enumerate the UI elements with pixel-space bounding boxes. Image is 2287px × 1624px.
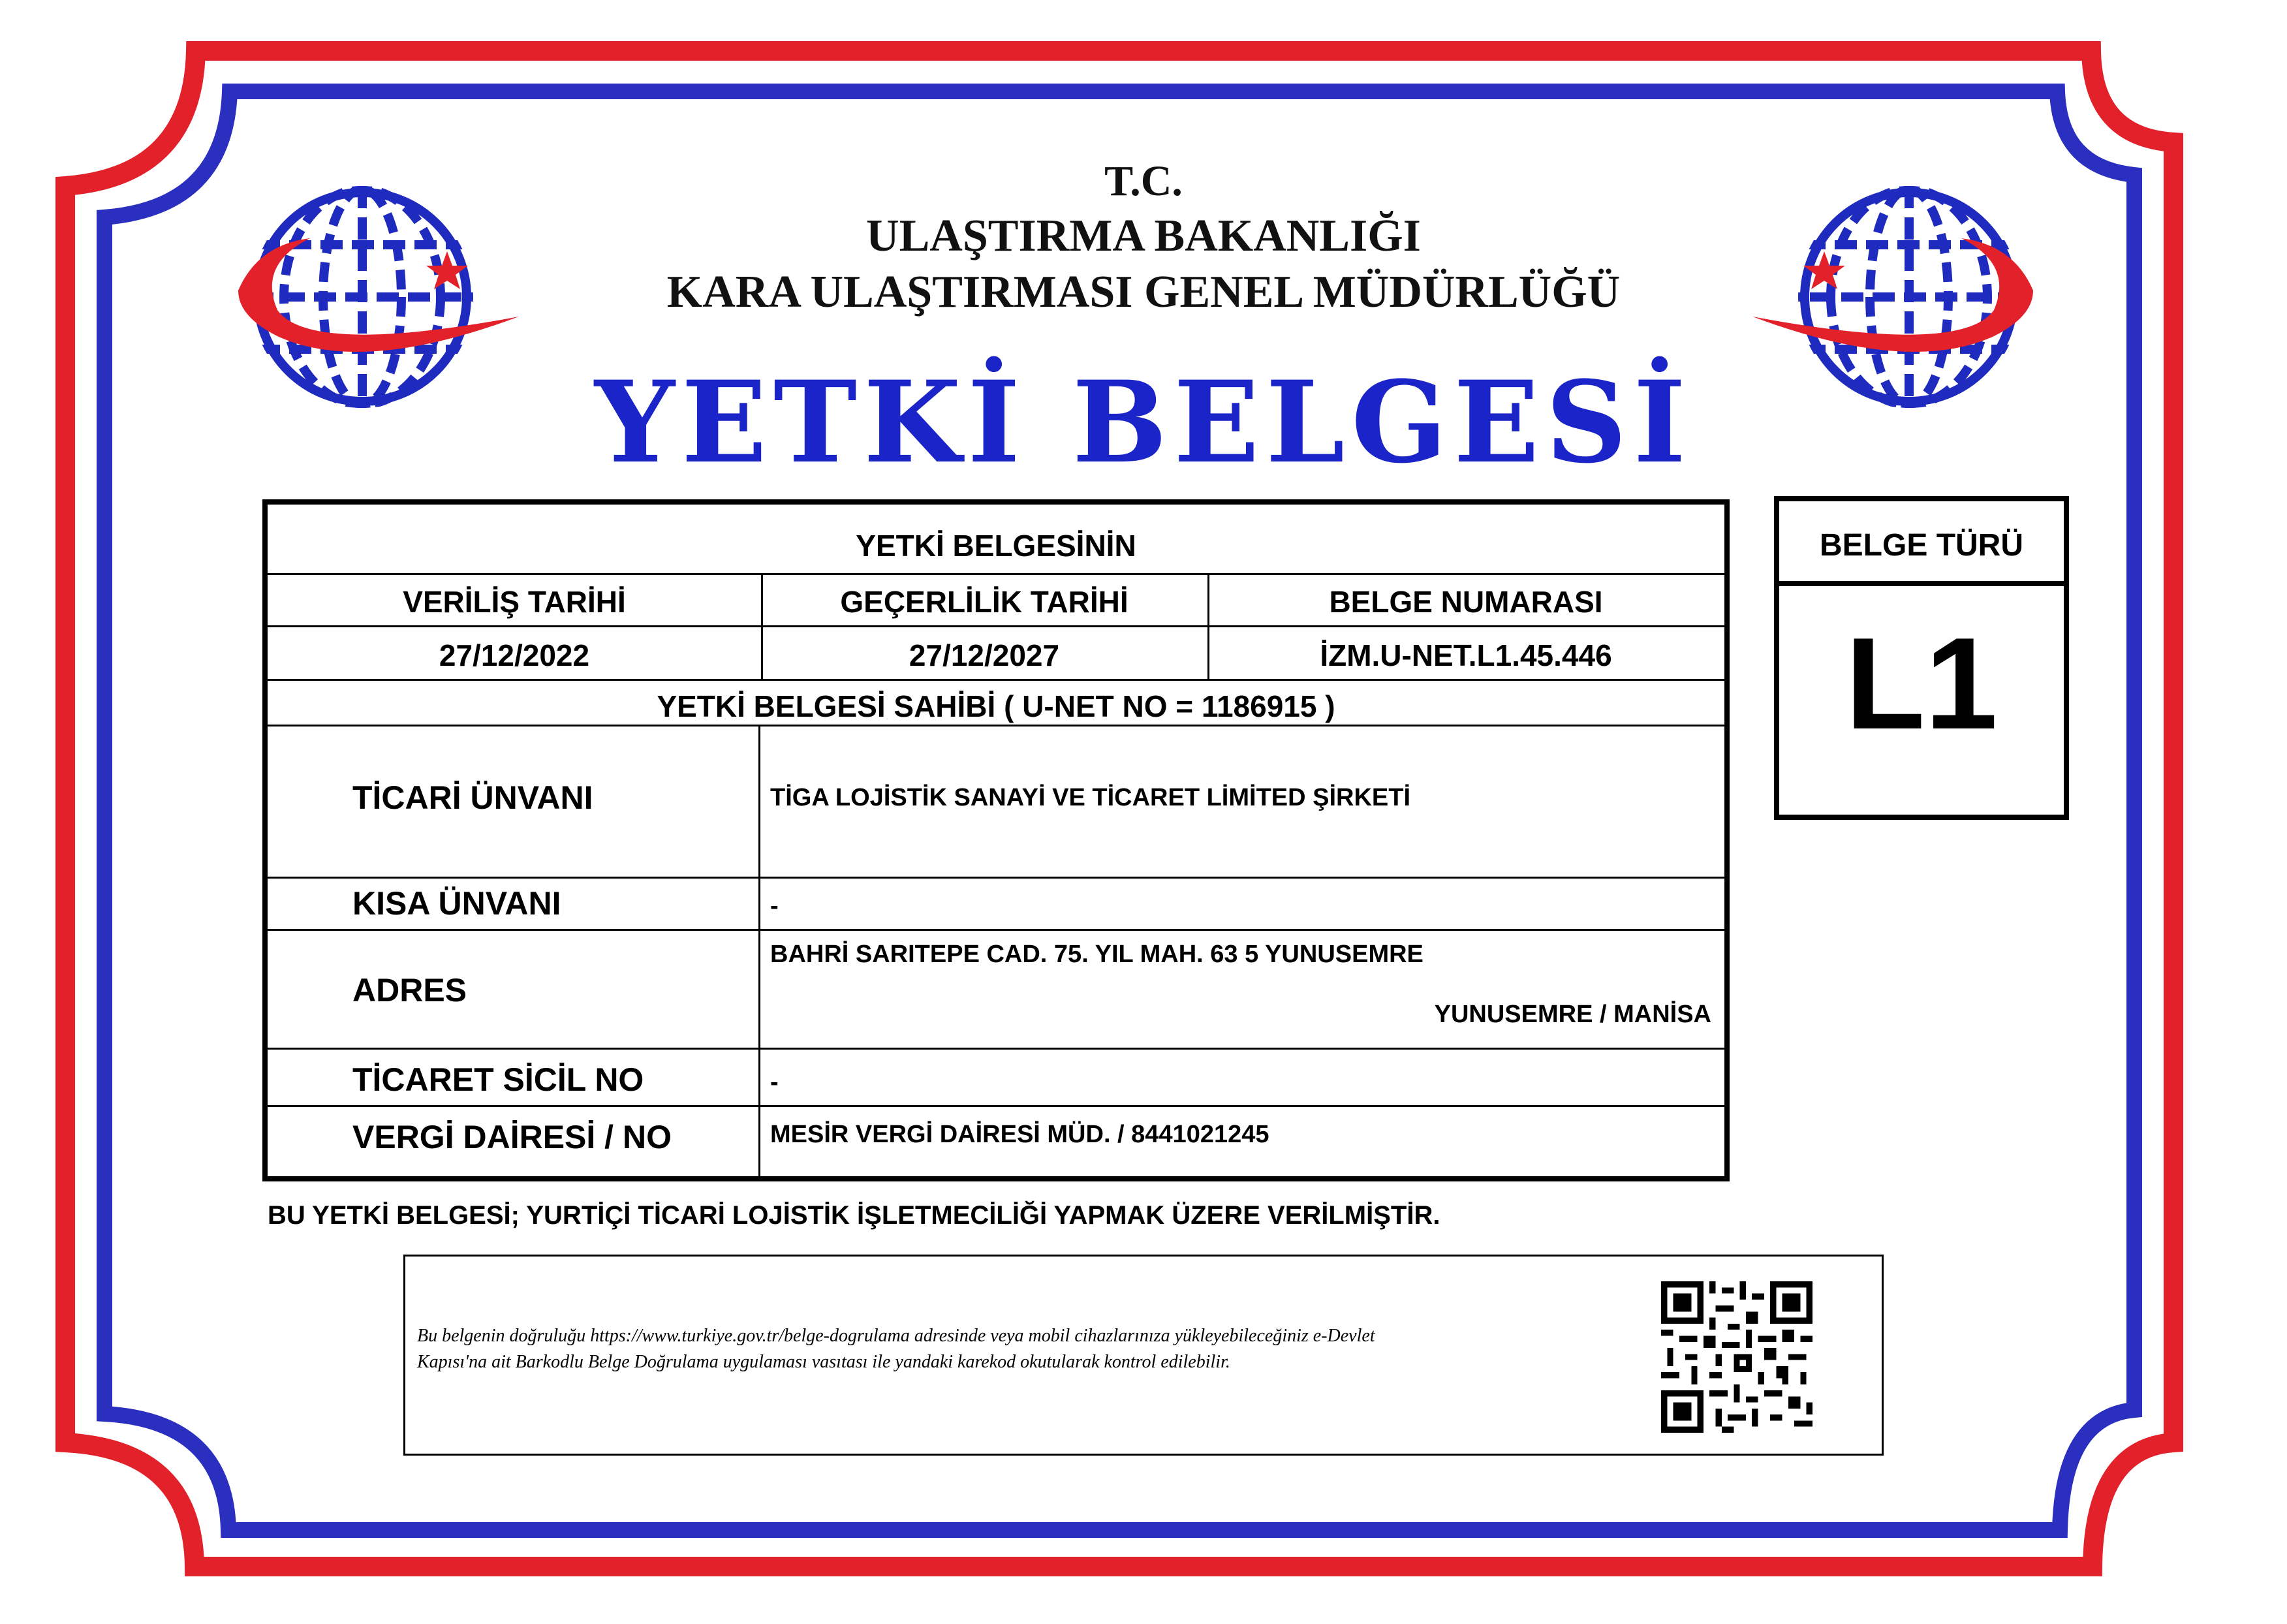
authorization-statement: BU YETKİ BELGESİ; YURTİÇİ TİCARİ LOJİSTİK İŞLETMECİLİĞİ YAPMAK ÜZERE VERİLMİŞTİR. [268, 1201, 1440, 1230]
short-name-value: - [770, 892, 779, 920]
trade-registry-label: TİCARET SİCİL NO [352, 1061, 644, 1098]
document-type-label: BELGE TÜRÜ [1820, 528, 2023, 563]
header-directorate: KARA ULAŞTIRMASI GENEL MÜDÜRLÜĞÜ [666, 267, 1621, 317]
short-name-label: KISA ÜNVANI [352, 885, 561, 922]
address-label: ADRES [352, 972, 467, 1008]
column-header-validity-date: GEÇERLİLİK TARİHİ [840, 585, 1128, 619]
trade-name-value: TİGA LOJİSTİK SANAYİ VE TİCARET LİMİTED ŞİRKETİ [770, 784, 1411, 811]
column-header-document-number: BELGE NUMARASI [1329, 585, 1603, 619]
document-type-box [1774, 496, 2069, 820]
holder-title: YETKİ BELGESİ SAHİBİ ( U-NET NO = 1186915 ) [657, 689, 1335, 723]
verification-text-line1: Bu belgenin doğruluğu https://www.turkiye.gov.tr/belge-dogrulama adresinde veya mobil cihazlarınıza yükleyebileceğiniz e-Devlet [417, 1326, 1375, 1346]
verification-text-line2: Kapısı'na ait Barkodlu Belge Doğrulama uygulaması vasıtası ile yandaki karekod okutularak kontrol edilebilir. [417, 1352, 1230, 1372]
document-number: İZM.U-NET.L1.45.446 [1320, 638, 1612, 672]
verification-box [403, 1255, 1884, 1456]
column-header-issue-date: VERİLİŞ TARİHİ [403, 585, 626, 619]
tax-office-value: MESİR VERGİ DAİRESİ MÜD. / 8441021245 [770, 1121, 1269, 1148]
issue-date: 27/12/2022 [439, 638, 590, 672]
document-type-value: L1 [1845, 611, 1998, 757]
header-tc: T.C. [1104, 157, 1183, 205]
trade-registry-value: - [770, 1069, 779, 1096]
section-title: YETKİ BELGESİNİN [856, 529, 1136, 563]
header-ministry: ULAŞTIRMA BAKANLIĞI [866, 211, 1421, 261]
address-value-line1: BAHRİ SARITEPE CAD. 75. YIL MAH. 63 5 YUNUSEMRE [770, 941, 1424, 968]
qr-code[interactable] [1661, 1281, 1812, 1433]
verification-text [417, 1323, 1592, 1375]
validity-date: 27/12/2027 [909, 638, 1060, 672]
trade-name-label: TİCARİ ÜNVANI [352, 779, 593, 816]
address-value-line2: YUNUSEMRE / MANİSA [1434, 1001, 1711, 1028]
tax-office-label: VERGİ DAİRESİ / NO [352, 1119, 672, 1155]
document-type-divider [1779, 581, 2064, 586]
document-title: YETKİ BELGESİ [595, 356, 1692, 488]
certificate-table [262, 499, 1730, 1181]
